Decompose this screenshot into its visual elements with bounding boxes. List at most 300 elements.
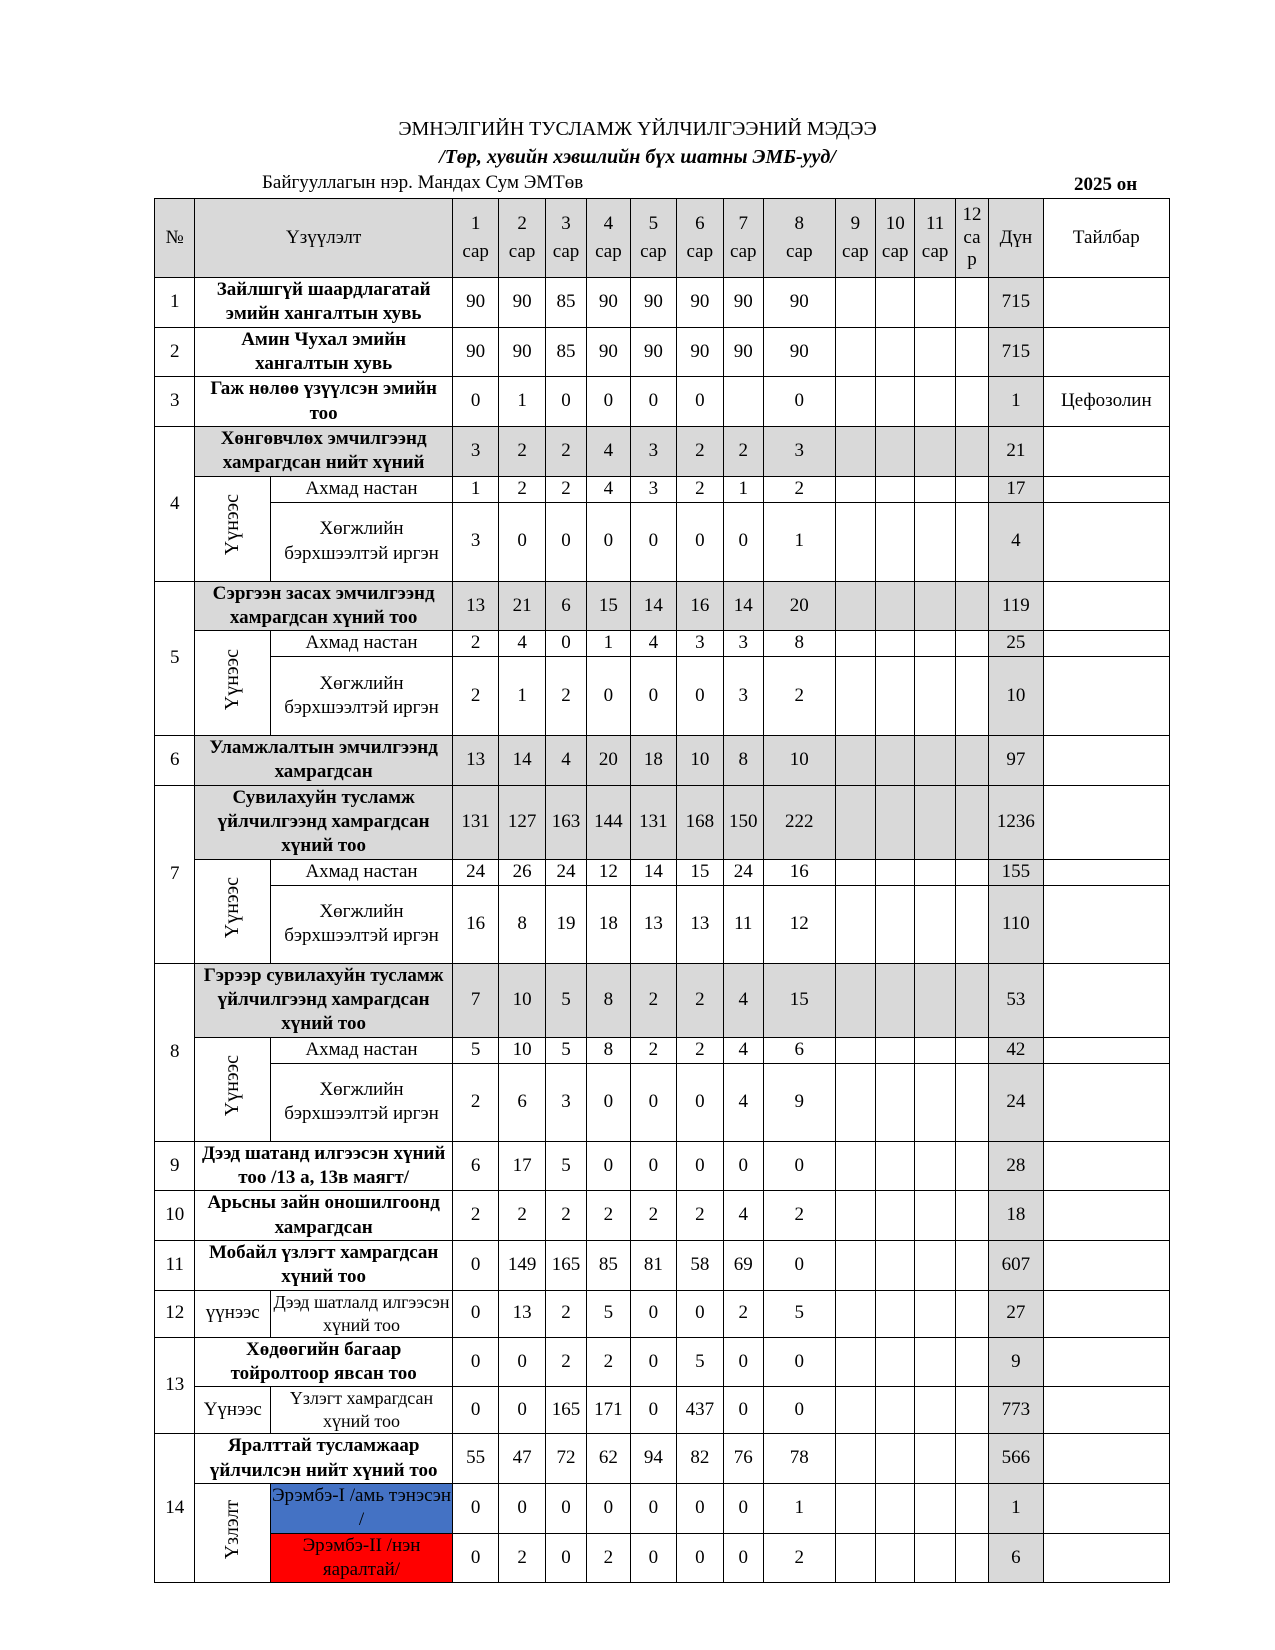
month-value: 0 bbox=[630, 1290, 676, 1337]
row-total: 119 bbox=[989, 581, 1044, 631]
month-value: 1 bbox=[452, 476, 498, 502]
month-value: 82 bbox=[677, 1434, 723, 1484]
row-total: 18 bbox=[989, 1191, 1044, 1241]
month-value-empty bbox=[915, 1434, 955, 1484]
indicator-label: Дээд шатанд илгээсэн хүний тоо /13 а, 13в маягт/ bbox=[195, 1141, 453, 1191]
sub-group-label bbox=[195, 476, 271, 581]
month-value-empty bbox=[955, 327, 988, 377]
month-value: 2 bbox=[452, 1191, 498, 1241]
header-month: 7 сар bbox=[723, 199, 763, 278]
row-total: 97 bbox=[989, 736, 1044, 786]
month-value: 2 bbox=[630, 1037, 676, 1063]
month-value: 55 bbox=[452, 1434, 498, 1484]
month-value-empty bbox=[955, 657, 988, 736]
month-value: 18 bbox=[630, 736, 676, 786]
month-value: 0 bbox=[452, 1337, 498, 1387]
row-note bbox=[1043, 657, 1169, 736]
month-value: 0 bbox=[499, 1483, 545, 1533]
month-value: 0 bbox=[452, 1290, 498, 1337]
sub-indicator-label: Ахмад настан bbox=[271, 476, 453, 502]
month-value: 0 bbox=[587, 1063, 630, 1141]
row-number: 7 bbox=[155, 785, 195, 963]
row-total: 155 bbox=[989, 859, 1044, 885]
month-value: 0 bbox=[452, 377, 498, 427]
month-value: 0 bbox=[587, 377, 630, 427]
header-month: 8 сар bbox=[763, 199, 835, 278]
sub-indicator-label: Дээд шатлалд илгээсэн хүний тоо bbox=[271, 1290, 453, 1337]
month-value-empty bbox=[915, 963, 955, 1037]
month-value: 2 bbox=[452, 1063, 498, 1141]
row-note bbox=[1043, 1141, 1169, 1191]
indicator-label: Зайлшгүй шаардлагатай эмийн хангалтын хувь bbox=[195, 278, 453, 328]
month-value: 69 bbox=[723, 1240, 763, 1290]
month-value: 2 bbox=[452, 657, 498, 736]
table-row bbox=[155, 963, 1170, 1037]
month-value: 26 bbox=[499, 859, 545, 885]
month-value: 0 bbox=[452, 1533, 498, 1583]
month-value-empty bbox=[876, 1290, 915, 1337]
month-value: 2 bbox=[677, 963, 723, 1037]
sub-indicator-label: Хөгжлийн бэрхшээлтэй иргэн bbox=[271, 657, 453, 736]
month-value: 78 bbox=[763, 1434, 835, 1484]
month-value: 2 bbox=[677, 1037, 723, 1063]
month-value: 1 bbox=[499, 657, 545, 736]
month-value-empty bbox=[955, 1240, 988, 1290]
month-value-empty bbox=[835, 1434, 875, 1484]
month-value: 0 bbox=[545, 1483, 586, 1533]
month-value: 437 bbox=[677, 1387, 723, 1434]
month-value-empty bbox=[915, 631, 955, 657]
month-value: 90 bbox=[499, 327, 545, 377]
row-number: 4 bbox=[155, 426, 195, 581]
month-value-empty bbox=[876, 657, 915, 736]
month-value: 0 bbox=[545, 502, 586, 581]
month-value: 24 bbox=[545, 859, 586, 885]
month-value: 150 bbox=[723, 785, 763, 859]
month-value: 72 bbox=[545, 1434, 586, 1484]
month-value-empty bbox=[955, 1337, 988, 1387]
month-value: 0 bbox=[587, 1483, 630, 1533]
row-note bbox=[1043, 327, 1169, 377]
month-value: 0 bbox=[677, 657, 723, 736]
month-value: 90 bbox=[452, 327, 498, 377]
month-value: 0 bbox=[630, 1141, 676, 1191]
month-value: 90 bbox=[630, 278, 676, 328]
sub-group-label: Үүнээс bbox=[195, 1387, 271, 1434]
month-value-empty bbox=[955, 278, 988, 328]
month-value: 222 bbox=[763, 785, 835, 859]
month-value: 2 bbox=[587, 1533, 630, 1583]
row-note bbox=[1043, 1240, 1169, 1290]
month-value: 14 bbox=[630, 859, 676, 885]
row-number: 8 bbox=[155, 963, 195, 1141]
month-value: 2 bbox=[545, 476, 586, 502]
month-value: 0 bbox=[723, 1533, 763, 1583]
month-value: 3 bbox=[630, 426, 676, 476]
organization-name: Байгууллагын нэр. Мандах Сум ЭМТөв bbox=[262, 172, 584, 193]
month-value: 24 bbox=[452, 859, 498, 885]
month-value-empty bbox=[955, 476, 988, 502]
row-total: 9 bbox=[989, 1337, 1044, 1387]
row-note bbox=[1043, 736, 1169, 786]
row-total: 24 bbox=[989, 1063, 1044, 1141]
month-value: 0 bbox=[763, 1337, 835, 1387]
sub-indicator-label: Ахмад настан bbox=[271, 631, 453, 657]
month-value: 13 bbox=[630, 885, 676, 963]
month-value: 2 bbox=[677, 1191, 723, 1241]
month-value-empty bbox=[915, 859, 955, 885]
sub-indicator-label: Хөгжлийн бэрхшээлтэй иргэн bbox=[271, 885, 453, 963]
row-total: 1 bbox=[989, 1483, 1044, 1533]
sub-indicator-label: Ахмад настан bbox=[271, 859, 453, 885]
month-value-empty bbox=[876, 785, 915, 859]
month-value: 4 bbox=[587, 426, 630, 476]
month-value: 85 bbox=[545, 327, 586, 377]
sub-group-label bbox=[195, 631, 271, 736]
row-total: 715 bbox=[989, 278, 1044, 328]
month-value: 6 bbox=[545, 581, 586, 631]
row-total: 1236 bbox=[989, 785, 1044, 859]
month-value: 10 bbox=[763, 736, 835, 786]
month-value: 2 bbox=[545, 1337, 586, 1387]
header-indicator: Үзүүлэлт bbox=[195, 199, 453, 278]
row-total: 27 bbox=[989, 1290, 1044, 1337]
sub-group-text: Үүнээс bbox=[220, 1054, 243, 1117]
header-total: Дүн bbox=[989, 199, 1044, 278]
sub-group-text: Үүнээс bbox=[220, 494, 243, 556]
month-value: 21 bbox=[499, 581, 545, 631]
month-value: 4 bbox=[723, 963, 763, 1037]
row-note bbox=[1043, 631, 1169, 657]
month-value: 1 bbox=[763, 1483, 835, 1533]
month-value: 3 bbox=[452, 502, 498, 581]
row-number: 1 bbox=[155, 278, 195, 328]
month-value-empty bbox=[835, 885, 875, 963]
month-value: 2 bbox=[630, 963, 676, 1037]
month-value-empty bbox=[835, 1191, 875, 1241]
month-value-empty bbox=[835, 657, 875, 736]
row-number: 10 bbox=[155, 1191, 195, 1241]
row-total: 715 bbox=[989, 327, 1044, 377]
table-row bbox=[155, 377, 1170, 427]
month-value: 2 bbox=[677, 476, 723, 502]
month-value-empty bbox=[915, 1290, 955, 1337]
row-note bbox=[1043, 278, 1169, 328]
month-value-empty bbox=[835, 1483, 875, 1533]
month-value-empty bbox=[955, 1290, 988, 1337]
month-value: 0 bbox=[630, 1387, 676, 1434]
row-total: 28 bbox=[989, 1141, 1044, 1191]
month-value-empty bbox=[955, 785, 988, 859]
month-value-empty bbox=[915, 377, 955, 427]
row-note bbox=[1043, 502, 1169, 581]
month-value: 58 bbox=[677, 1240, 723, 1290]
month-value: 3 bbox=[763, 426, 835, 476]
month-value-empty bbox=[835, 502, 875, 581]
month-value-empty bbox=[876, 581, 915, 631]
month-value-empty bbox=[876, 1037, 915, 1063]
month-value-empty bbox=[835, 1240, 875, 1290]
month-value: 0 bbox=[587, 1141, 630, 1191]
indicator-label: Мобайл үзлэгт хамрагдсан хүний тоо bbox=[195, 1240, 453, 1290]
month-value: 131 bbox=[452, 785, 498, 859]
month-value: 2 bbox=[763, 1191, 835, 1241]
month-value: 5 bbox=[677, 1337, 723, 1387]
header-month: 5 сар bbox=[630, 199, 676, 278]
row-note bbox=[1043, 1337, 1169, 1387]
month-value: 1 bbox=[499, 377, 545, 427]
row-note bbox=[1043, 1191, 1169, 1241]
sub-indicator-label: Эрэмбэ-I /амь тэнэсэн / bbox=[271, 1483, 453, 1533]
month-value: 5 bbox=[452, 1037, 498, 1063]
month-value-empty bbox=[955, 963, 988, 1037]
month-value: 144 bbox=[587, 785, 630, 859]
month-value: 131 bbox=[630, 785, 676, 859]
month-value: 0 bbox=[452, 1240, 498, 1290]
table-row bbox=[155, 1191, 1170, 1241]
month-value-empty bbox=[915, 1240, 955, 1290]
row-total: 110 bbox=[989, 885, 1044, 963]
month-value-empty bbox=[915, 426, 955, 476]
table-row bbox=[155, 657, 1170, 736]
month-value: 2 bbox=[763, 657, 835, 736]
row-total: 10 bbox=[989, 657, 1044, 736]
month-value: 149 bbox=[499, 1240, 545, 1290]
month-value-empty bbox=[876, 502, 915, 581]
month-value: 0 bbox=[499, 502, 545, 581]
month-value-empty bbox=[955, 859, 988, 885]
month-value: 2 bbox=[545, 1191, 586, 1241]
month-value-empty bbox=[876, 1141, 915, 1191]
indicator-label: Сувилахуйн тусламж үйлчилгээнд хамрагдсан хүний тоо bbox=[195, 785, 453, 859]
sub-indicator-label: Үзлэгт хамрагдсан хүний тоо bbox=[271, 1387, 453, 1434]
month-value-empty bbox=[955, 1191, 988, 1241]
month-value-empty bbox=[915, 785, 955, 859]
month-value: 16 bbox=[452, 885, 498, 963]
month-value-empty bbox=[955, 502, 988, 581]
indicator-label: Арьсны зайн оношилгоонд хамрагдсан bbox=[195, 1191, 453, 1241]
table-row bbox=[155, 1063, 1170, 1141]
month-value: 2 bbox=[677, 426, 723, 476]
month-value-empty bbox=[876, 1063, 915, 1141]
month-value: 90 bbox=[499, 278, 545, 328]
sub-group-text: Үзлэлт bbox=[220, 1499, 243, 1559]
sub-indicator-label: Эрэмбэ-II /нэн яаралтай/ bbox=[271, 1533, 453, 1583]
indicator-label: Гэрээр сувилахуйн тусламж үйлчилгээнд хамрагдсан хүний тоо bbox=[195, 963, 453, 1037]
month-value: 76 bbox=[723, 1434, 763, 1484]
month-value-empty bbox=[876, 1434, 915, 1484]
row-number: 2 bbox=[155, 327, 195, 377]
month-value: 94 bbox=[630, 1434, 676, 1484]
month-value-empty bbox=[915, 278, 955, 328]
month-value: 81 bbox=[630, 1240, 676, 1290]
month-value: 1 bbox=[763, 502, 835, 581]
month-value: 20 bbox=[587, 736, 630, 786]
month-value-empty bbox=[915, 1037, 955, 1063]
month-value-empty bbox=[955, 1483, 988, 1533]
month-value: 0 bbox=[677, 1483, 723, 1533]
month-value: 2 bbox=[452, 631, 498, 657]
month-value-empty bbox=[955, 1434, 988, 1484]
month-value-empty bbox=[876, 736, 915, 786]
row-total: 6 bbox=[989, 1533, 1044, 1583]
month-value: 13 bbox=[452, 581, 498, 631]
sub-indicator-label: Хөгжлийн бэрхшээлтэй иргэн bbox=[271, 502, 453, 581]
row-note bbox=[1043, 476, 1169, 502]
month-value: 165 bbox=[545, 1387, 586, 1434]
month-value: 1 bbox=[723, 476, 763, 502]
row-total: 17 bbox=[989, 476, 1044, 502]
month-value: 0 bbox=[545, 1533, 586, 1583]
month-value-empty bbox=[915, 502, 955, 581]
month-value-empty bbox=[955, 631, 988, 657]
month-value-empty bbox=[835, 785, 875, 859]
month-value-empty bbox=[915, 1387, 955, 1434]
month-value: 10 bbox=[499, 963, 545, 1037]
table-row bbox=[155, 736, 1170, 786]
month-value: 2 bbox=[763, 1533, 835, 1583]
row-note bbox=[1043, 1434, 1169, 1484]
month-value: 90 bbox=[677, 278, 723, 328]
table-row bbox=[155, 1434, 1170, 1484]
table-row bbox=[155, 476, 1170, 502]
month-value-empty bbox=[955, 1533, 988, 1583]
month-value: 0 bbox=[630, 1483, 676, 1533]
month-value: 8 bbox=[587, 1037, 630, 1063]
month-value: 5 bbox=[587, 1290, 630, 1337]
month-value: 2 bbox=[545, 426, 586, 476]
row-number: 11 bbox=[155, 1240, 195, 1290]
month-value: 0 bbox=[723, 1483, 763, 1533]
row-number: 9 bbox=[155, 1141, 195, 1191]
month-value: 2 bbox=[545, 657, 586, 736]
month-value: 0 bbox=[630, 657, 676, 736]
month-value-empty bbox=[876, 377, 915, 427]
month-value: 13 bbox=[452, 736, 498, 786]
month-value: 15 bbox=[587, 581, 630, 631]
month-value-empty bbox=[876, 631, 915, 657]
sub-group-label bbox=[195, 1483, 271, 1582]
month-value-empty bbox=[835, 1387, 875, 1434]
row-number: 13 bbox=[155, 1337, 195, 1434]
sub-group-label: үүнээс bbox=[195, 1290, 271, 1337]
month-value: 5 bbox=[545, 1141, 586, 1191]
month-value-empty bbox=[835, 327, 875, 377]
indicator-label: Яралттай тусламжаар үйлчилсэн нийт хүний тоо bbox=[195, 1434, 453, 1484]
month-value: 4 bbox=[545, 736, 586, 786]
header-month: 10 сар bbox=[876, 199, 915, 278]
month-value-empty bbox=[876, 1240, 915, 1290]
month-value: 163 bbox=[545, 785, 586, 859]
month-value-empty bbox=[835, 1337, 875, 1387]
month-value-empty bbox=[915, 581, 955, 631]
month-value: 90 bbox=[587, 327, 630, 377]
month-value: 2 bbox=[723, 1290, 763, 1337]
sub-indicator-label: Ахмад настан bbox=[271, 1037, 453, 1063]
month-value: 16 bbox=[763, 859, 835, 885]
month-value: 2 bbox=[587, 1337, 630, 1387]
month-value: 3 bbox=[723, 657, 763, 736]
indicator-label: Уламжлалтын эмчилгээнд хамрагдсан bbox=[195, 736, 453, 786]
month-value: 20 bbox=[763, 581, 835, 631]
row-note bbox=[1043, 581, 1169, 631]
row-note bbox=[1043, 1387, 1169, 1434]
month-value-empty bbox=[835, 631, 875, 657]
month-value-empty bbox=[835, 476, 875, 502]
month-value: 2 bbox=[499, 476, 545, 502]
header-month: 9 сар bbox=[835, 199, 875, 278]
report-table bbox=[154, 198, 1170, 1583]
month-value: 3 bbox=[630, 476, 676, 502]
sub-group-label bbox=[195, 859, 271, 963]
sub-indicator-label: Хөгжлийн бэрхшээлтэй иргэн bbox=[271, 1063, 453, 1141]
month-value-empty bbox=[955, 1063, 988, 1141]
row-note bbox=[1043, 426, 1169, 476]
month-value-empty bbox=[915, 1191, 955, 1241]
month-value-empty bbox=[876, 426, 915, 476]
month-value: 6 bbox=[452, 1141, 498, 1191]
month-value: 2 bbox=[499, 426, 545, 476]
month-value: 16 bbox=[677, 581, 723, 631]
month-value-empty bbox=[876, 476, 915, 502]
month-value: 0 bbox=[587, 502, 630, 581]
month-value-empty bbox=[835, 1533, 875, 1583]
row-total: 1 bbox=[989, 377, 1044, 427]
table-row bbox=[155, 278, 1170, 328]
month-value-empty bbox=[915, 885, 955, 963]
month-value: 4 bbox=[723, 1191, 763, 1241]
table-row bbox=[155, 426, 1170, 476]
row-note bbox=[1043, 859, 1169, 885]
month-value: 171 bbox=[587, 1387, 630, 1434]
month-value: 0 bbox=[499, 1387, 545, 1434]
month-value-empty bbox=[915, 1141, 955, 1191]
month-value-empty bbox=[955, 1037, 988, 1063]
month-value: 90 bbox=[587, 278, 630, 328]
month-value-empty bbox=[915, 327, 955, 377]
indicator-label: Амин Чухал эмийн хангалтын хувь bbox=[195, 327, 453, 377]
month-value: 0 bbox=[763, 1240, 835, 1290]
report-year: 2025 он bbox=[1074, 174, 1138, 195]
month-value: 0 bbox=[452, 1483, 498, 1533]
month-value: 9 bbox=[763, 1063, 835, 1141]
month-value: 0 bbox=[545, 631, 586, 657]
month-value: 5 bbox=[763, 1290, 835, 1337]
month-value: 19 bbox=[545, 885, 586, 963]
month-value: 2 bbox=[499, 1533, 545, 1583]
month-value: 0 bbox=[677, 502, 723, 581]
month-value: 0 bbox=[630, 1063, 676, 1141]
month-value: 0 bbox=[677, 1141, 723, 1191]
month-value: 4 bbox=[499, 631, 545, 657]
table-row bbox=[155, 1290, 1170, 1337]
table-row bbox=[155, 785, 1170, 859]
report-title: ЭМНЭЛГИЙН ТУСЛАМЖ ҮЙЛЧИЛГЭЭНИЙ МЭДЭЭ bbox=[398, 118, 877, 140]
month-value-empty bbox=[955, 581, 988, 631]
month-value-empty bbox=[835, 963, 875, 1037]
indicator-label: Гаж нөлөө үзүүлсэн эмийн тоо bbox=[195, 377, 453, 427]
table-row bbox=[155, 631, 1170, 657]
month-value: 10 bbox=[499, 1037, 545, 1063]
month-value-empty bbox=[876, 1337, 915, 1387]
month-value: 14 bbox=[630, 581, 676, 631]
table-row bbox=[155, 885, 1170, 963]
row-total: 566 bbox=[989, 1434, 1044, 1484]
header-month: 4 сар bbox=[587, 199, 630, 278]
table-row bbox=[155, 1240, 1170, 1290]
header-no: № bbox=[155, 199, 195, 278]
row-number: 5 bbox=[155, 581, 195, 736]
